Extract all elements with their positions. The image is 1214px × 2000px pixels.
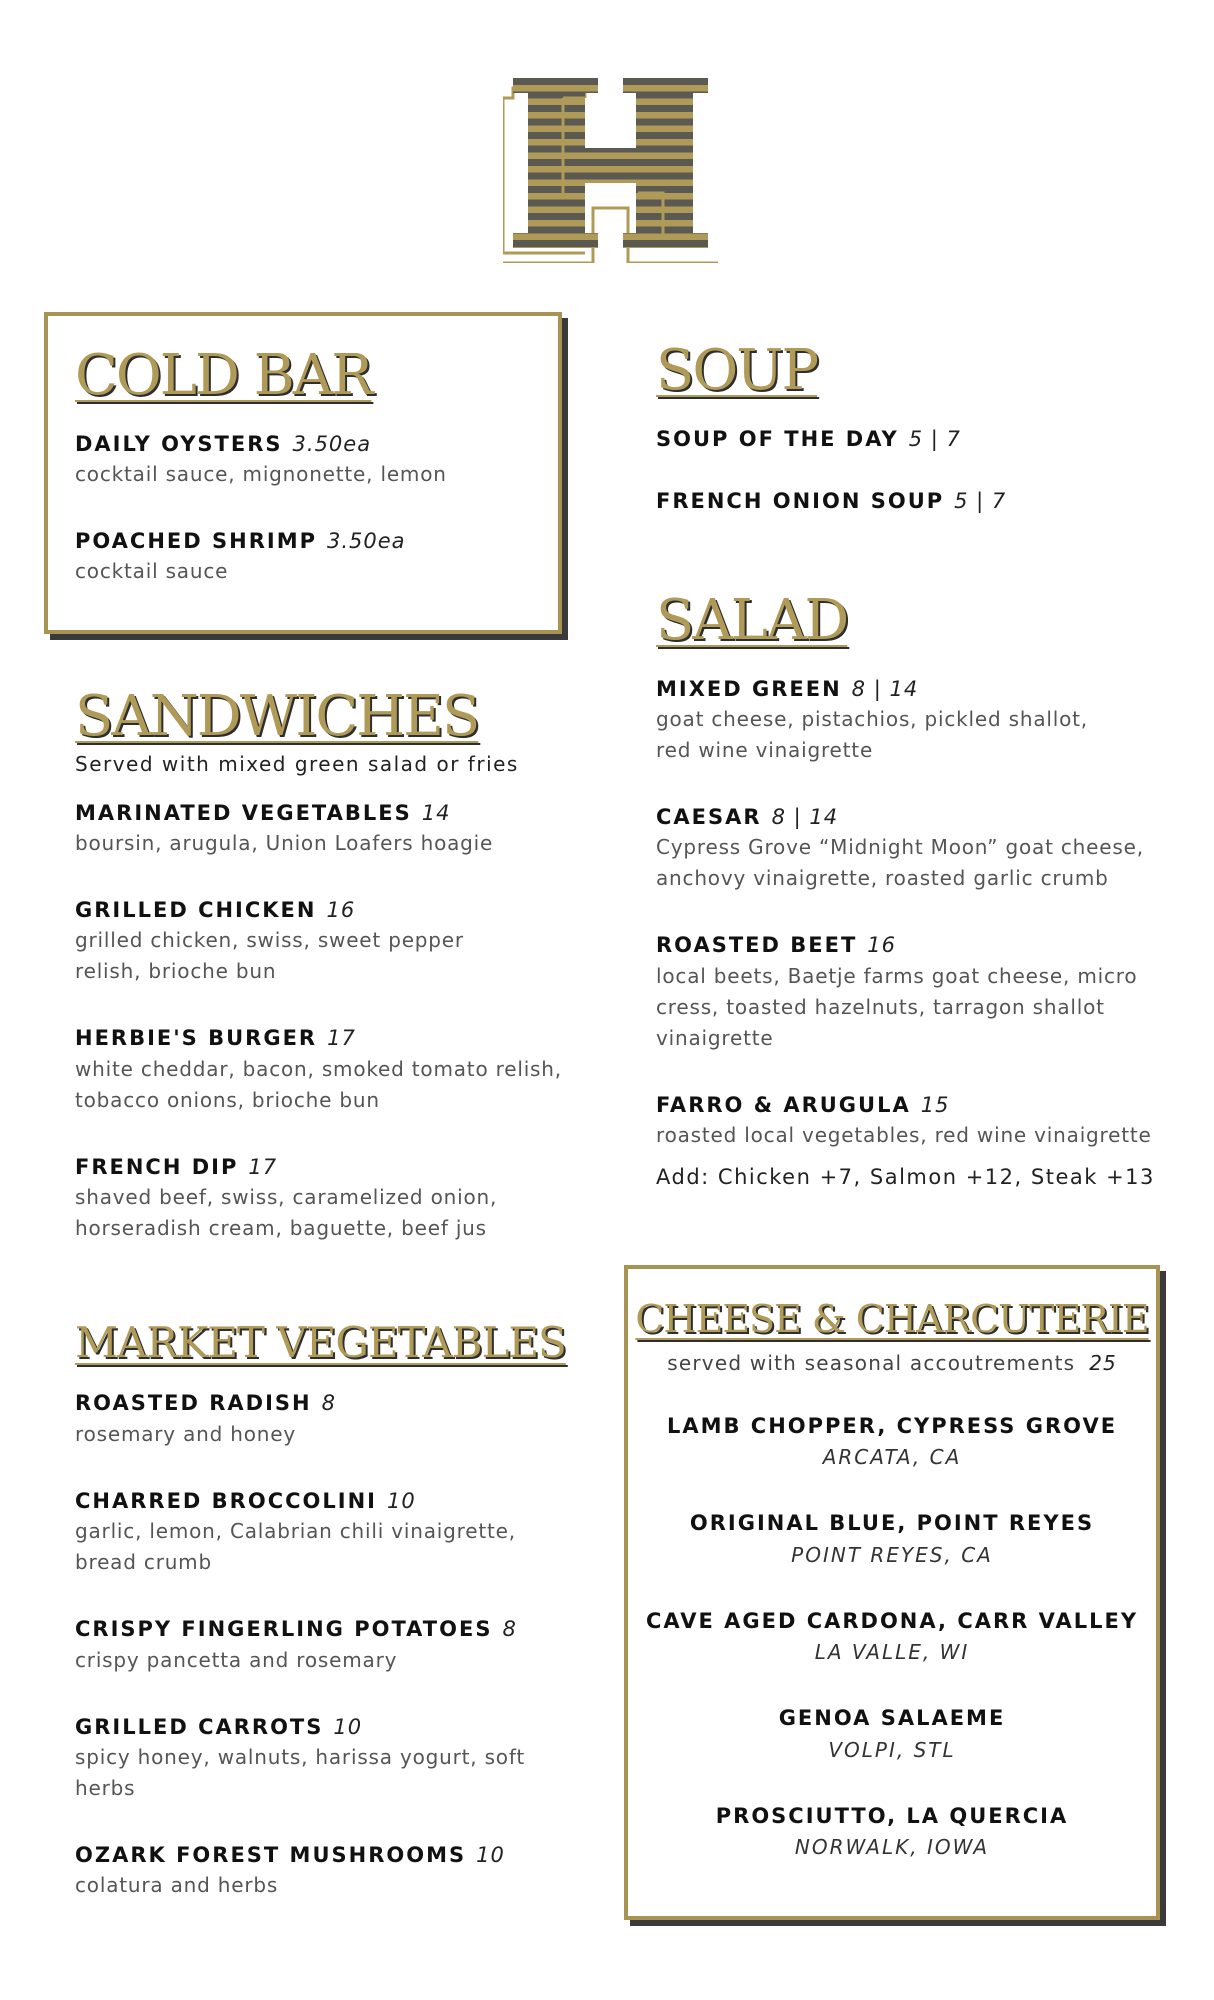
market-vegetables-section [75, 1320, 565, 1901]
item-description: shaved beef, swiss, caramelized onion, horseradish cream, baguette, beef jus [75, 1185, 498, 1241]
item-name: FRENCH DIP [75, 1154, 239, 1179]
item-price: 8 [321, 1391, 336, 1416]
item-description: white cheddar, bacon, smoked tomato relish, tobacco onions, brioche bun [75, 1056, 562, 1112]
menu-item [75, 1152, 565, 1244]
item-price: 16 [867, 933, 897, 958]
cheese-origin: ARCATA, CA [822, 1445, 962, 1470]
item-description: garlic, lemon, Calabrian chili vinaigrette, bread crumb [75, 1519, 516, 1575]
item-price: 15 [920, 1092, 950, 1117]
cheese-subtitle [628, 1351, 1156, 1375]
item-description: boursin, arugula, Union Loafers hoagie [75, 831, 494, 856]
cheese-item [628, 1606, 1156, 1668]
item-name: FARRO & ARUGULA [656, 1092, 911, 1117]
menu-item [656, 1090, 1156, 1151]
item-name: HERBIE'S BURGER [75, 1026, 318, 1051]
item-description: grilled chicken, swiss, sweet pepper relish, brioche bun [75, 928, 464, 984]
menu-item [656, 424, 1156, 454]
item-name: MIXED GREEN [656, 676, 842, 701]
item-price: 17 [248, 1154, 278, 1179]
item-description: Cypress Grove “Midnight Moon” goat cheese, anchovy vinaigrette, roasted garlic crumb [656, 835, 1144, 891]
item-price: 10 [386, 1488, 416, 1513]
restaurant-logo [503, 78, 718, 263]
menu-item [75, 429, 565, 490]
item-price: 5 | 7 [908, 426, 961, 451]
menu-item [75, 1840, 565, 1901]
cheese-name: LAMB CHOPPER, CYPRESS GROVE [666, 1413, 1118, 1438]
item-name: CAESAR [656, 805, 762, 830]
salad-heading: SALAD [656, 588, 848, 653]
item-name: GRILLED CARROTS [75, 1714, 324, 1739]
item-description: crispy pancetta and rosemary [75, 1647, 398, 1672]
item-price: 3.50ea [292, 431, 372, 456]
item-name: POACHED SHRIMP [75, 529, 317, 554]
item-name: OZARK FOREST MUSHROOMS [75, 1842, 467, 1867]
menu-item [75, 1388, 565, 1449]
sandwiches-subtitle: Served with mixed green salad or fries [75, 751, 519, 776]
item-price: 8 [502, 1617, 517, 1642]
cheese-heading: CHEESE & CHARCUTERIE [635, 1297, 1149, 1341]
item-name: FRENCH ONION SOUP [656, 489, 945, 514]
cheese-item [628, 1703, 1156, 1765]
item-name: CRISPY FINGERLING POTATOES [75, 1617, 493, 1642]
salad-section [656, 590, 1156, 1189]
cheese-name: GENOA SALAEME [778, 1706, 1006, 1731]
cold-bar-heading: COLD BAR [75, 343, 372, 408]
item-name: GRILLED CHICKEN [75, 898, 317, 923]
cheese-price: 25 [1089, 1350, 1117, 1375]
item-description: local beets, Baetje farms goat cheese, micro cress, toasted hazelnuts, tarragon shallot vinaigrette [656, 963, 1138, 1050]
item-price: 8 | 14 [851, 676, 919, 701]
item-price: 17 [327, 1026, 356, 1051]
cheese-origin: NORWALK, IOWA [794, 1835, 990, 1860]
item-price: 10 [333, 1714, 363, 1739]
market-vegetables-heading: MARKET VEGETABLES [75, 1318, 566, 1367]
menu-item [656, 802, 1156, 894]
cheese-item [628, 1508, 1156, 1570]
menu-item [75, 895, 565, 987]
salad-add-ons: Add: Chicken +7, Salmon +12, Steak +13 [656, 1165, 1155, 1190]
soup-heading: SOUP [656, 338, 818, 403]
menu-item [75, 1486, 565, 1578]
cold-bar-section [75, 345, 565, 587]
menu-item [75, 1614, 565, 1675]
cheese-subtitle-text: served with seasonal accoutrements [667, 1350, 1076, 1375]
item-name: MARINATED VEGETABLES [75, 800, 412, 825]
item-name: ROASTED BEET [656, 933, 858, 958]
item-price: 3.50ea [326, 529, 406, 554]
item-name: ROASTED RADISH [75, 1391, 312, 1416]
sandwiches-heading: SANDWICHES [75, 684, 479, 749]
soup-section [656, 340, 1156, 516]
item-description: cocktail sauce, mignonette, lemon [75, 462, 447, 487]
menu-item [75, 798, 565, 859]
cheese-origin: LA VALLE, WI [814, 1640, 970, 1665]
item-price: 5 | 7 [954, 489, 1007, 514]
menu-item [656, 486, 1156, 516]
menu-item [75, 1023, 565, 1115]
cheese-origin: POINT REYES, CA [791, 1542, 993, 1567]
item-name: DAILY OYSTERS [75, 431, 283, 456]
menu-item [656, 674, 1156, 766]
sandwiches-section [75, 686, 565, 1244]
cheese-name: ORIGINAL BLUE, POINT REYES [689, 1511, 1095, 1536]
cheese-origin: VOLPI, STL [828, 1737, 956, 1762]
cheese-name: CAVE AGED CARDONA, CARR VALLEY [645, 1608, 1139, 1633]
cheese-item [628, 1411, 1156, 1473]
menu-item [75, 526, 565, 587]
cheese-name: PROSCIUTTO, LA QUERCIA [715, 1803, 1069, 1828]
item-price: 14 [421, 800, 451, 825]
item-name: SOUP OF THE DAY [656, 426, 899, 451]
h-logo-icon [503, 78, 718, 263]
item-price: 8 | 14 [771, 805, 839, 830]
item-description: colatura and herbs [75, 1873, 279, 1898]
item-price: 16 [326, 898, 356, 923]
item-description: cocktail sauce [75, 559, 229, 584]
item-price: 10 [476, 1842, 505, 1867]
cheese-item [628, 1801, 1156, 1863]
menu-item [75, 1712, 565, 1804]
item-name: CHARRED BROCCOLINI [75, 1488, 377, 1513]
cheese-box [624, 1265, 1160, 1920]
menu-item [656, 930, 1156, 1053]
item-description: rosemary and honey [75, 1421, 297, 1446]
item-description: goat cheese, pistachios, pickled shallot, red wine vinaigrette [656, 707, 1088, 763]
item-description: spicy honey, walnuts, harissa yogurt, soft herbs [75, 1744, 525, 1800]
item-description: roasted local vegetables, red wine vinaigrette [656, 1123, 1152, 1148]
